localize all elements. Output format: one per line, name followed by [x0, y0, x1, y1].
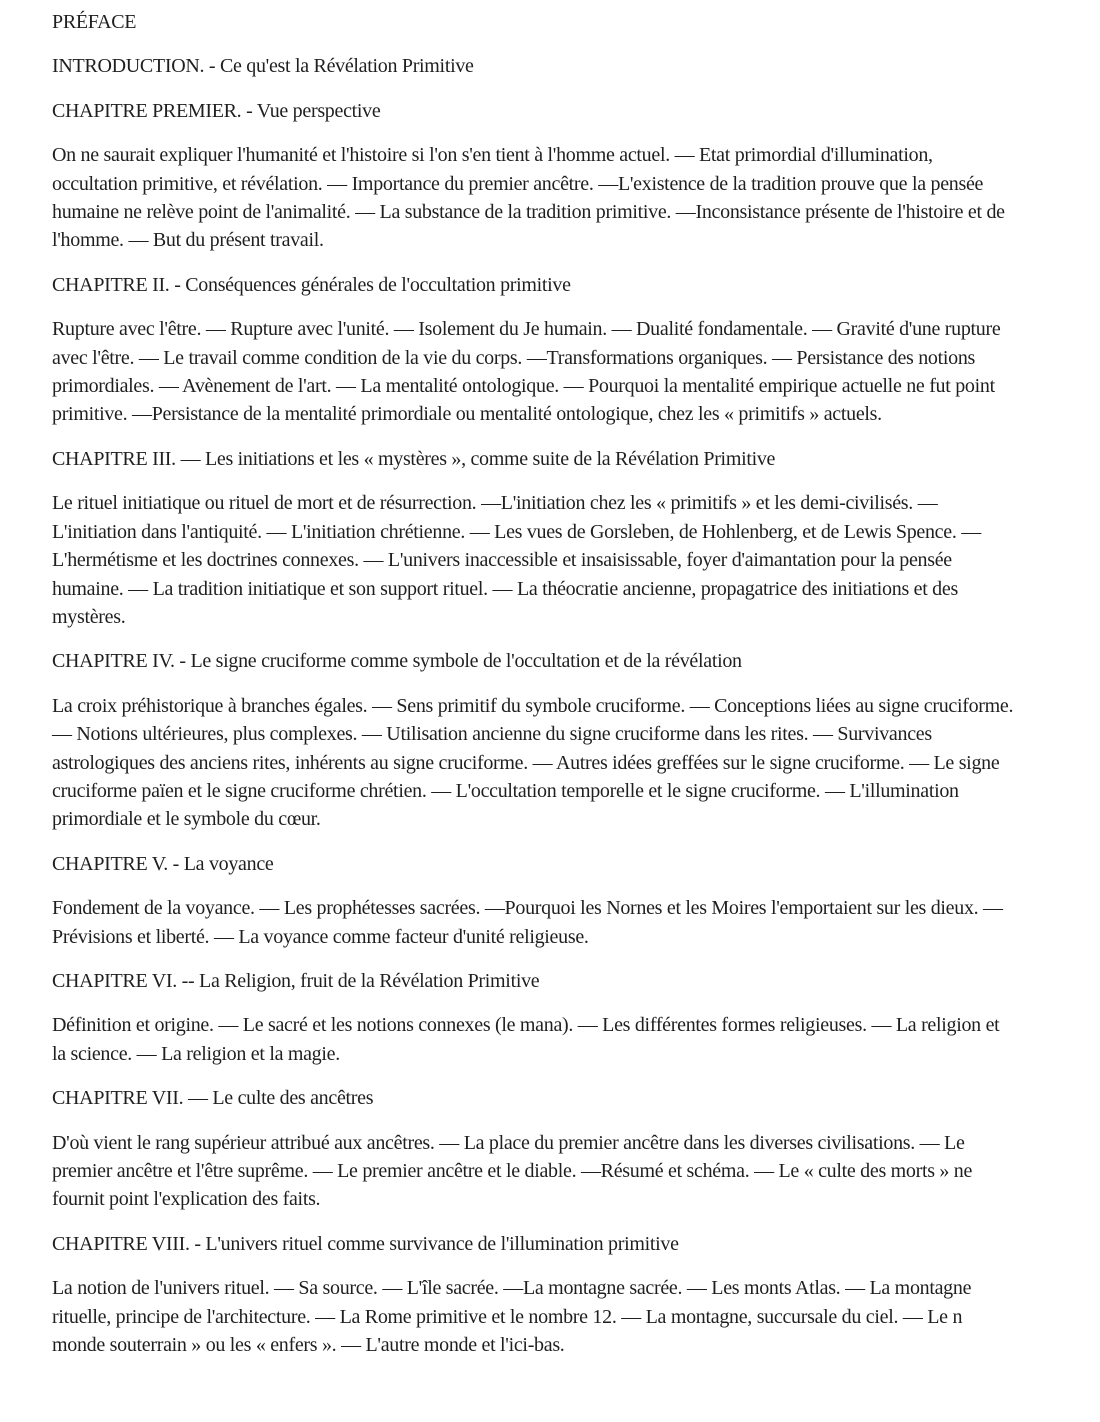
chapter-summary: Rupture avec l'être. — Rupture avec l'unité. — Isolement du Je humain. — Dualité fondamentale. — Gravité d'une rupture avec l'être. — Le travail comme condition de la vie du corps. —Transformations organiques. — Persistance des notions primordiales. — Avènement de l'art. — La mentalité ontologique. — Pourquoi la mentalité empirique actuelle ne fut point primitive. —Persistance de la mentalité primordiale ou mentalité ontologique, chez les « primitifs » actuels. [52, 318, 1001, 426]
chapter-summary: La croix préhistorique à branches égales. — Sens primitif du symbole cruciforme. — Conceptions liées au signe cruciforme. — Notions ultérieures, plus complexes. — Utilisation ancienne du signe cruciforme dans les rites. — Survivances astrologiques des anciens rites, inhérents au signe cruciforme. — Autres idées greffées sur le signe cruciforme. — Le signe cruciforme païen et le signe cruciforme chrétien. — L'occultation temporelle et le signe cruciforme. — L'illumination primordiale et le symbole du cœur. [52, 694, 1014, 831]
chapter-heading: CHAPITRE II. - Conséquences générales de l'occultation primitive [52, 273, 571, 296]
chapter-summary: On ne saurait expliquer l'humanité et l'histoire si l'on s'en tient à l'homme actuel. — Etat primordial d'illumination, occultation primitive, et révélation. — Importance du premier ancêtre. —L'existence de la tradition prouve que la pensée humaine ne relève point de l'animalité. — La substance de la tradition primitive. —Inconsistance présente de l'histoire et de l'homme. — But du présent travail. [52, 144, 1005, 252]
chapter-summary: D'où vient le rang supérieur attribué aux ancêtres. — La place du premier ancêtre dans les diverses civilisations. — Le premier ancêtre et l'être suprême. — Le premier ancêtre et le diable. —Résumé et schéma. — Le « culte des morts » ne fournit point l'explication des faits. [52, 1131, 973, 1211]
chapter-heading: PRÉFACE [52, 11, 137, 33]
chapter-heading: CHAPITRE V. - La voyance [52, 852, 274, 875]
chapter-heading: CHAPITRE VI. -- La Religion, fruit de la Révélation Primitive [52, 969, 540, 992]
chapter-heading: CHAPITRE PREMIER. - Vue perspective [52, 99, 381, 122]
chapter-heading: INTRODUCTION. - Ce qu'est la Révélation Primitive [52, 55, 474, 78]
table-of-contents [52, 8, 1040, 1359]
chapter-heading: CHAPITRE VII. — Le culte des ancêtres [52, 1087, 374, 1110]
chapter-summary: Définition et origine. — Le sacré et les notions connexes (le mana). — Les différentes formes religieuses. — La religion et la science. — La religion et la magie. [52, 1014, 1000, 1065]
chapter-summary: Fondement de la voyance. — Les prophétesses sacrées. —Pourquoi les Nornes et les Moires l'emportaient sur les dieux. —Prévisions et liberté. — La voyance comme facteur d'unité religieuse. [52, 897, 1003, 948]
chapter-heading: CHAPITRE VIII. - L'univers rituel comme survivance de l'illumination primitive [52, 1232, 679, 1255]
chapter-heading: CHAPITRE III. — Les initiations et les « mystères », comme suite de la Révélation Primitive [52, 447, 776, 470]
chapter-summary: La notion de l'univers rituel. — Sa source. — L'île sacrée. —La montagne sacrée. — Les monts Atlas. — La montagne rituelle, principe de l'architecture. — La Rome primitive et le nombre 12. — La montagne, succursale du ciel. — Le n monde souterrain » ou les « enfers ». — L'autre monde et l'ici-bas. [52, 1277, 972, 1357]
chapter-heading: CHAPITRE IV. - Le signe cruciforme comme symbole de l'occultation et de la révélation [52, 650, 742, 673]
chapter-summary: Le rituel initiatique ou rituel de mort et de résurrection. —L'initiation chez les « primitifs » et les demi-civilisés. — L'initiation dans l'antiquité. — L'initiation chrétienne. — Les vues de Gorsleben, de Hohlenberg, et de Lewis Spence. — L'hermétisme et les doctrines connexes. — L'univers inaccessible et insaisissable, foyer d'aimantation pour la pensée humaine. — La tradition initiatique et son support rituel. — La théocratie ancienne, propagatrice des initiations et des mystères. [52, 492, 981, 628]
